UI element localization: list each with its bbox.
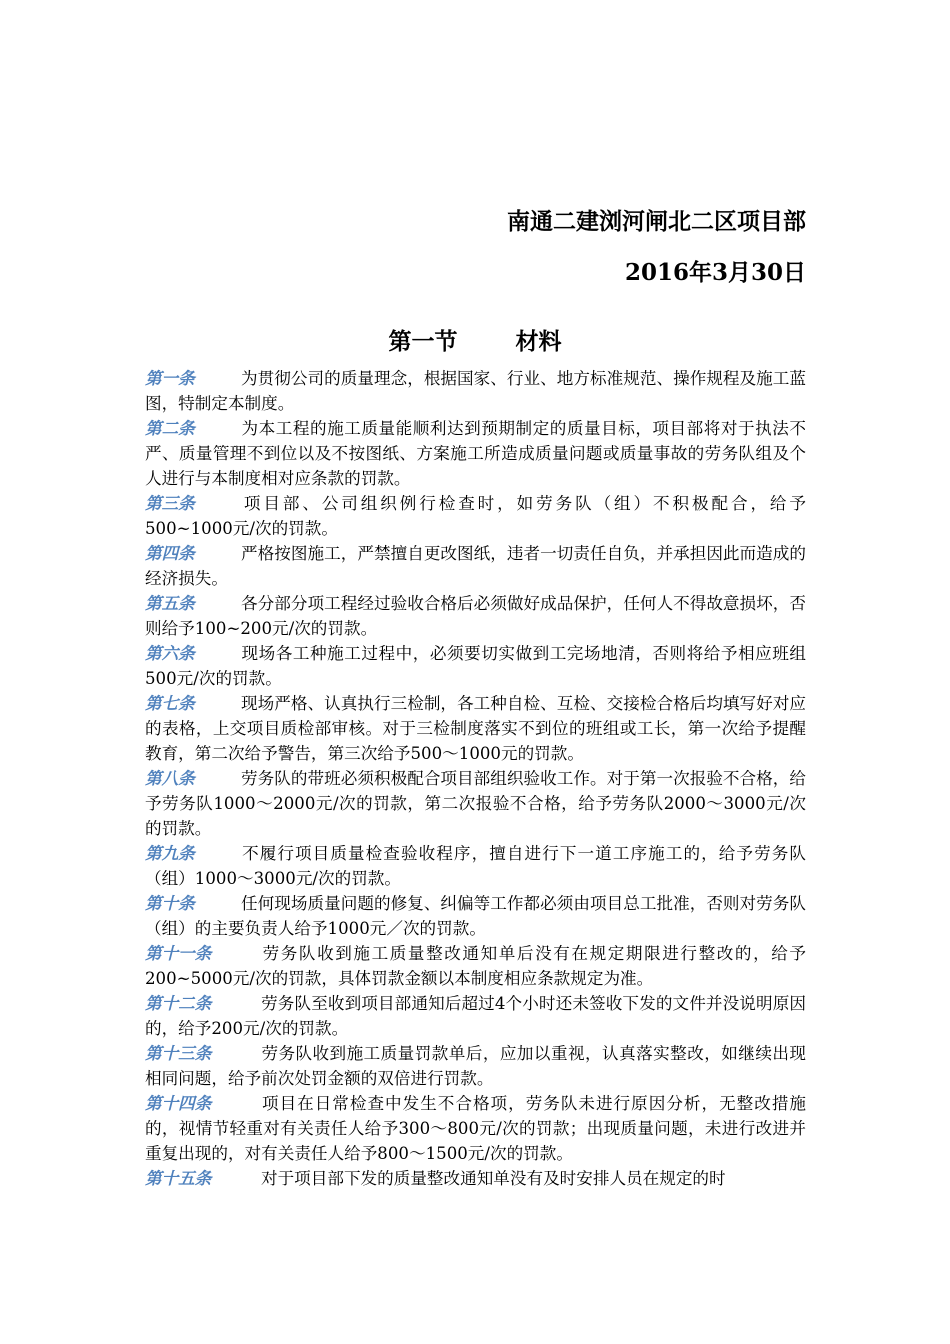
article-item [145,1091,806,1166]
article-number: 第四条 [145,543,195,563]
article-text: 劳务队的带班必须积极配合项目部组织验收工作。对于第一次报验不合格，给予劳务队1000～2000元/次的罚款，第二次报验不合格，给予劳务队2000～3000元/次的罚款。 [145,769,806,838]
article-item [145,491,806,541]
article-number: 第二条 [145,418,195,438]
article-number: 第十一条 [145,943,212,963]
article-number: 第十三条 [145,1043,212,1063]
article-text: 对于项目部下发的质量整改通知单没有及时安排人员在规定的时 [261,1169,726,1188]
article-item [145,591,806,641]
article-item [145,641,806,691]
article-text: 项目在日常检查中发生不合格项，劳务队未进行原因分析，无整改措施的，视情节轻重对有关责任人给予300～800元/次的罚款；出现质量问题，未进行改进并重复出现的，对有关责任人给予800～1500元/次的罚款。 [145,1094,806,1163]
article-text: 不履行项目质量检查验收程序，擅自进行下一道工序施工的，给予劳务队（组）1000～3000元/次的罚款。 [145,844,806,888]
article-item [145,766,806,841]
article-item [145,941,806,991]
article-number: 第五条 [145,593,195,613]
article-text: 项目部、公司组织例行检查时，如劳务队（组）不积极配合，给予500~1000元/次的罚款。 [145,494,806,538]
article-number: 第六条 [145,643,195,663]
article-item [145,416,806,491]
article-number: 第十条 [145,893,195,913]
section-number: 第一节 [388,328,458,355]
article-item [145,1041,806,1091]
article-text: 任何现场质量问题的修复、纠偏等工作都必须由项目总工批准，否则对劳务队（组）的主要负责人给予1000元／次的罚款。 [145,894,806,938]
section-title: 材料 [515,328,562,355]
article-text: 劳务队收到施工质量罚款单后，应加以重视，认真落实整改，如继续出现相同问题，给予前次处罚金额的双倍进行罚款。 [145,1044,806,1088]
article-number: 第七条 [145,693,195,713]
article-text: 现场严格、认真执行三检制，各工种自检、互检、交接检合格后均填写好对应的表格，上交项目质检部审核。对于三检制度落实不到位的班组或工长，第一次给予提醒教育，第二次给予警告，第三次给予500～1000元的罚款。 [145,694,806,763]
document-date: 2016年3月30日 [624,259,806,286]
article-text: 劳务队收到施工质量整改通知单后没有在规定期限进行整改的，给予200~5000元/次的罚款，具体罚款金额以本制度相应条款规定为准。 [145,944,806,988]
article-item [145,891,806,941]
article-text: 劳务队至收到项目部通知后超过4个小时还未签收下发的文件并没说明原因的，给予200元/次的罚款。 [145,994,806,1038]
article-item [145,366,806,416]
article-number: 第十二条 [145,993,212,1013]
article-item [145,991,806,1041]
article-list [145,366,806,1191]
article-text: 严格按图施工，严禁擅自更改图纸，违者一切责任自负，并承担因此而造成的经济损失。 [145,544,806,588]
section-heading [0,323,950,356]
article-item [145,841,806,891]
article-text: 现场各工种施工过程中，必须要切实做到工完场地清，否则将给予相应班组500元/次的罚款。 [145,644,806,688]
article-number: 第十五条 [145,1168,212,1188]
article-item [145,541,806,591]
article-number: 第八条 [145,768,195,788]
article-text: 为本工程的施工质量能顺利达到预期制定的质量目标，项目部将对于执法不严、质量管理不到位以及不按图纸、方案施工所造成质量问题或质量事故的劳务队组及个人进行与本制度相对应条款的罚款。 [145,419,806,488]
article-text: 为贯彻公司的质量理念，根据国家、行业、地方标准规范、操作规程及施工蓝图，特制定本制度。 [145,369,806,413]
article-number: 第九条 [145,843,195,863]
article-item [145,1166,806,1191]
article-item [145,691,806,766]
article-number: 第十四条 [145,1093,212,1113]
article-text: 各分部分项工程经过验收合格后必须做好成品保护，任何人不得故意损坏，否则给予100~200元/次的罚款。 [145,594,806,638]
article-number: 第一条 [145,368,195,388]
organization-name: 南通二建浏河闸北二区项目部 [507,208,806,235]
article-number: 第三条 [145,493,195,513]
